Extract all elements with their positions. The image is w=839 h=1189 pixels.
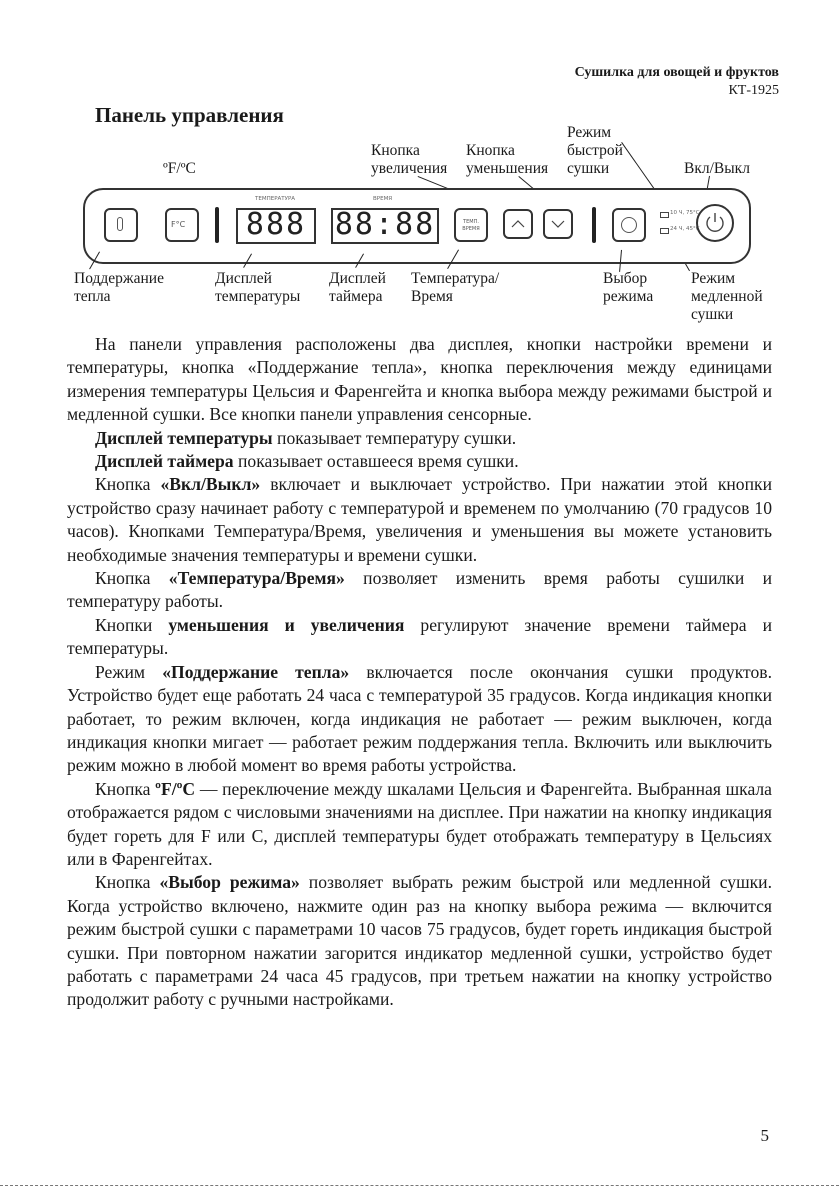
paragraph (67, 333, 772, 427)
fc-button[interactable] (165, 208, 199, 242)
label-temp-time: Температура/ Время (411, 270, 500, 305)
mode-circle-icon (621, 217, 637, 233)
label-slow-mode: Режим медленной сушки (691, 270, 763, 323)
text-run: позволяет выбрать режим быстрой или медленной сушки. Когда устройство включено, нажмите один раз на кнопку выбора режима — включится режим быстрой сушки с параметрами 10 часов 75 градусов, будет гореть индикация быстрой сушки. При повторном нажатии загорится индикатор медленной сушки, устройство будет работать с параметрами 24 часа 45 градусов, при третьем нажатии на кнопку устройство продолжит работу с ручными настройками. (67, 872, 772, 1010)
paragraph (67, 473, 772, 567)
text-run: позволяет изменить время работы сушилки и температуру работы. (67, 568, 772, 612)
label-power: Вкл/Выкл (684, 160, 750, 177)
label-fast-mode: Режим быстрой сушки (567, 124, 623, 177)
text-run: регулируют значение времени таймера и температуры. (67, 614, 773, 659)
text-run: Кнопка (95, 872, 160, 893)
text-run: — переключение между шкалами Цельсия и Фаренгейта. Выбранная шкала отображается рядом с числовыми значениями на дисплее. При нажатии на кнопку индикация будет гореть для F или C, дисплей температуры будет отображать температуру в Цельсиях или в Фаренгейтах. (67, 778, 772, 869)
text-run: Кнопки (95, 614, 169, 635)
label-timer-display: Дисплей таймера (329, 270, 386, 305)
temp-display-caption: ТЕМПЕРАТУРА (255, 196, 296, 202)
paragraph (67, 871, 772, 1011)
bold-term: Дисплей температуры (95, 427, 273, 448)
label-increase: Кнопка увеличения (371, 142, 448, 177)
text-run: Кнопка (95, 778, 156, 799)
header-model: КТ-1925 (728, 83, 779, 98)
label-decrease: Кнопка уменьшения (466, 142, 549, 177)
time-display-caption: ВРЕМЯ (373, 196, 393, 202)
keep-warm-button[interactable] (104, 208, 138, 242)
chevron-up-icon (505, 211, 531, 237)
paragraph (67, 450, 772, 473)
bold-term: Дисплей таймера (95, 451, 234, 472)
text-run: На панели управления расположены два дисплея, кнопки настройки времени и температуры, кнопка «Поддержание тепла», кнопка переключения между единицами измерения температуры Цельсия и Фаренгейта и кнопка выбора между режимами быстрой и медленной сушки. Все кнопки панели управления сенсорные. (67, 334, 772, 425)
bold-term: «Выбор режима» (159, 872, 300, 893)
text-run: показывает оставшееся время сушки. (233, 451, 519, 472)
paragraph (67, 778, 772, 872)
label-mode-select: Выбор режима (603, 270, 654, 305)
paragraph (67, 567, 772, 614)
label-unit: ºF/ºC (163, 160, 196, 177)
fast-mode-indicator-label: 10 Ч, 75°C (670, 210, 700, 216)
label-temp-display: Дисплей температуры (215, 270, 301, 305)
power-button[interactable] (696, 204, 734, 242)
text-run: Режим (95, 661, 163, 682)
text-run: включается после окончания сушки продуктов. Устройство будет еще работать 24 часа с температурой 35 градусов. Когда индикация кнопки работает, то режим включен, когда индикация не работает — режим выключен, когда индикация кнопки мигает — работает режим поддержания тепла. Включить или выключить режим можно в любой момент во время работы устройства. (67, 661, 772, 776)
slow-mode-indicator-label: 24 Ч, 45°C (670, 226, 700, 232)
increase-button[interactable] (503, 209, 533, 239)
body-text (67, 333, 772, 1012)
label-keep-warm: Поддержание тепла (74, 270, 164, 305)
text-run: показывает температуру сушки. (272, 427, 517, 448)
running-header (575, 64, 779, 100)
bold-term: уменьшения и увеличения (168, 614, 405, 635)
mode-select-button[interactable] (612, 208, 646, 242)
chevron-down-icon (545, 211, 571, 237)
separator-bar-right (592, 207, 596, 243)
section-title: Панель управления (95, 103, 284, 127)
power-icon (698, 206, 732, 240)
paragraph (67, 614, 772, 661)
timer-display: 88:88 (331, 208, 439, 244)
page-bottom-rule (0, 1185, 839, 1186)
control-panel (83, 188, 751, 264)
slow-mode-indicator-led (660, 228, 669, 234)
paragraph (67, 661, 772, 778)
paragraph (67, 427, 772, 450)
temp-time-button-label: ТЕМП. ВРЕМЯ (462, 219, 480, 232)
text-run: Кнопка (95, 568, 169, 589)
text-run: Кнопка (95, 474, 161, 495)
text-run: включает и выключает устройство. При нажатии этой кнопки устройство сразу начинает работу с температурой и временем по умолчанию (70 градусов 10 часов). Кнопками Температура/Время, увеличения и уменьшения вы можете установить необходимые значения температуры и времени сушки. (67, 474, 772, 565)
bold-term: «Поддержание тепла» (162, 661, 350, 682)
bold-term: «Вкл/Выкл» (160, 474, 261, 495)
bold-term: «Температура/Время» (168, 568, 345, 589)
fc-icon: F°C (171, 220, 186, 229)
fast-mode-indicator-led (660, 212, 669, 218)
thermometer-lock-icon (117, 217, 123, 231)
decrease-button[interactable] (543, 209, 573, 239)
bold-term: ºF/ºC (155, 778, 196, 799)
temp-time-button[interactable] (454, 208, 488, 242)
header-product-name: Сушилка для овощей и фруктов (574, 65, 779, 80)
separator-bar-left (215, 207, 219, 243)
page-number: 5 (760, 1126, 769, 1145)
temperature-display: 888 (236, 208, 316, 244)
